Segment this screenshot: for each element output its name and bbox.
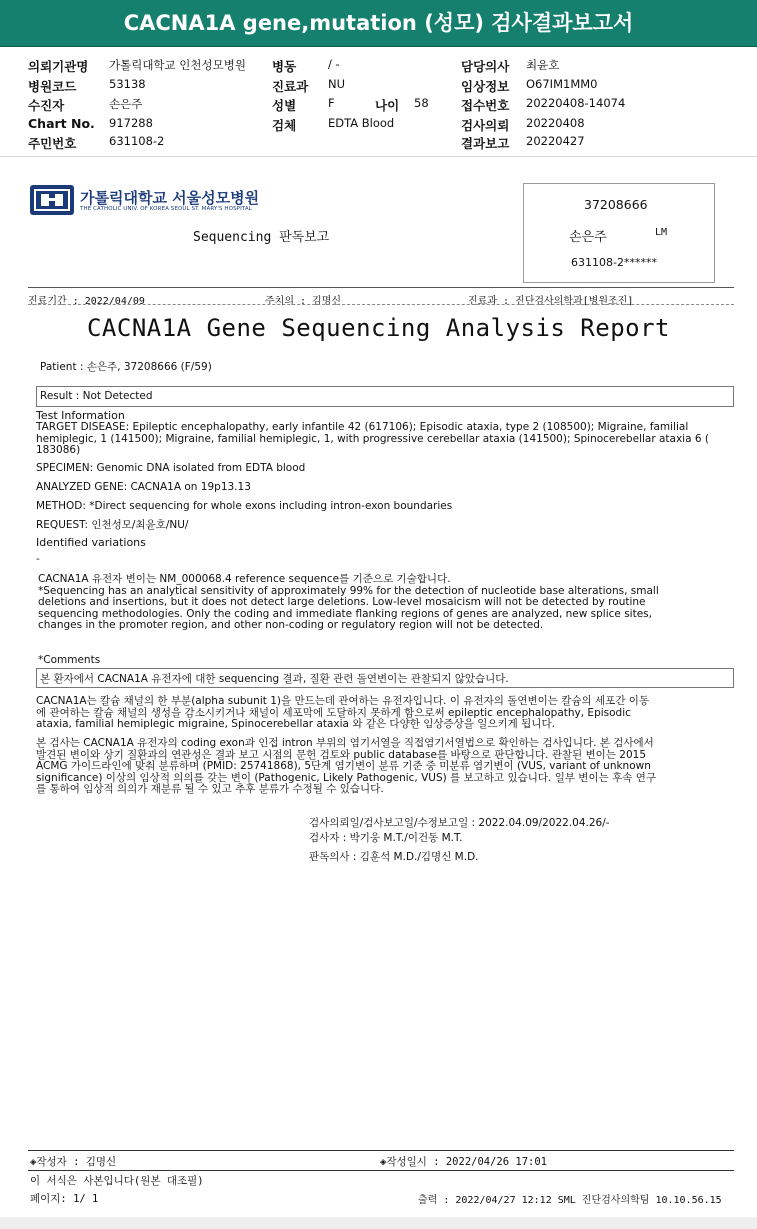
method-info: METHOD: *Direct sequencing for whole exons including intron-exon boundaries xyxy=(36,500,453,512)
report-title: CACNA1A gene,mutation (성모) 검사결과보고서 xyxy=(123,11,634,35)
comments-heading: *Comments xyxy=(38,654,101,666)
doctor-label: 담당의사 xyxy=(461,59,510,74)
footer-mid-rule xyxy=(28,1170,734,1171)
clinical-info-value: O67IM1MM0 xyxy=(526,77,598,91)
reviewer-names: 판독의사 : 김훈석 M.D./김명신 M.D. xyxy=(309,851,479,863)
copy-note: 이 서식은 사본입니다(원본 대조필) xyxy=(30,1175,204,1187)
ward-label: 병동 xyxy=(272,59,297,74)
comment-paragraph-1: CACNA1A는 칼슘 채널의 한 부분(alpha subunit 1)을 만드는데 관여하는 유전자입니다. 이 유전자의 돌연변이는 칼슘의 세포간 이동 에 관여하는 칼슘 채널의 생성을 감소시키거나 채널이 세포막에 도달하지 못하게 함으로써 epileptic encephalopathy, Episodic ataxia, familial hemiplegic migraine, Spinocerebellar ataxia 와 같은 다양한 임상증상을 일으키게 됩니다. xyxy=(36,695,650,730)
request-info: REQUEST: 인천성모/최윤호/NU/ xyxy=(36,519,189,531)
department-value: NU xyxy=(328,77,346,91)
id-box-resident-no: 631108-2****** xyxy=(571,256,657,269)
result-box xyxy=(36,386,734,407)
specimen-label: 검체 xyxy=(272,118,297,133)
tester-names: 검사자 : 박기웅 M.T./이건동 M.T. xyxy=(309,832,463,844)
hospital-logo-icon xyxy=(30,185,74,215)
footer-band xyxy=(0,1217,757,1229)
hospital-code-value: 53138 xyxy=(109,77,146,91)
age-label: 나이 xyxy=(375,98,400,113)
receipt-no-label: 접수번호 xyxy=(461,98,510,113)
comment-box xyxy=(36,668,734,688)
meta-bottom-rule xyxy=(28,304,734,305)
footer-top-rule xyxy=(28,1150,734,1151)
specimen-value: EDTA Blood xyxy=(328,116,395,130)
ward-value: / - xyxy=(328,57,340,71)
hospital-code-label: 병원코드 xyxy=(28,79,77,94)
print-info: 출력 : 2022/04/27 12:12 SML 진단검사의학팀 10.10.56.15 xyxy=(418,1195,722,1206)
header-divider xyxy=(0,156,757,157)
target-disease: TARGET DISEASE: Epileptic encephalopathy, early infantile 42 (617106); Episodic ataxia, type 2 (108500); Migraine, familial hemiplegic, 1 (141500); Migraine, familial hemiplegic, 1, with progressive cerebellar ataxia (141500); Spinocerebellar ataxia 6 ( 183086) xyxy=(36,421,709,456)
request-date-value: 20220408 xyxy=(526,116,585,130)
resident-no-value: 631108-2 xyxy=(109,134,165,148)
institution-label: 의뢰기관명 xyxy=(28,59,89,74)
report-date-label: 결과보고 xyxy=(461,136,510,151)
sex-label: 성별 xyxy=(272,98,297,113)
sequencing-note: CACNA1A 유전자 변이는 NM_000068.4 reference sequence를 기준으로 기술합니다. *Sequencing has an analytical sensitivity of approximately 99% for the detection of nucleotide base alterations, small deletions and insertions, but it does not detect large deletions. Low-level mosaicism will not be detected by routine sequencing methodologies. Only the coding and immediate flanking regions of genes are analyzed, new splice sites, changes in the promoter region, and other non-coding or regulatory region will not be detected. xyxy=(38,573,659,631)
identified-variations-value: - xyxy=(36,553,40,565)
report-date-value: 20220427 xyxy=(526,134,585,148)
attending-physician: 주치의 : 김명신 xyxy=(265,296,342,307)
chart-no-value: 917288 xyxy=(109,116,153,130)
request-date-label: 검사의뢰 xyxy=(461,118,510,133)
meta-top-rule xyxy=(28,287,734,288)
identified-variations-heading: Identified variations xyxy=(36,536,146,549)
hospital-name-english: THE CATHOLIC UNIV. OF KOREA SEOUL ST. MARY'S HOSPITAL xyxy=(80,206,252,212)
treatment-period: 진료기간 : 2022/04/09 xyxy=(28,296,145,307)
id-box-code: LM xyxy=(655,227,668,238)
report-type: Sequencing 판독보고 xyxy=(193,230,330,245)
resident-no-label: 주민번호 xyxy=(28,136,77,151)
department-label: 진료과 xyxy=(272,79,309,94)
chart-no-label: Chart No. xyxy=(28,116,95,131)
receipt-no-value: 20220408-14074 xyxy=(526,96,626,110)
id-box-name: 손은주 xyxy=(569,230,607,245)
sex-value: F xyxy=(328,96,335,110)
patient-name-value: 손은주 xyxy=(109,97,143,111)
doctor-value: 최윤호 xyxy=(526,58,560,72)
comment-summary: 본 환자에서 CACNA1A 유전자에 대한 sequencing 결과, 질환 관련 돌연변이는 관찰되지 않았습니다. xyxy=(40,673,509,685)
specimen-info: SPECIMEN: Genomic DNA isolated from EDTA blood xyxy=(36,462,306,474)
page-number: 페이지: 1/ 1 xyxy=(30,1193,99,1205)
author-line: ◈작성자 : 김명신 xyxy=(30,1156,117,1168)
id-box-number: 37208666 xyxy=(584,197,648,212)
clinical-info-label: 임상정보 xyxy=(461,79,510,94)
report-title-bar xyxy=(0,0,757,47)
result-text: Result : Not Detected xyxy=(40,390,153,402)
patient-line: Patient : 손은주, 37208666 (F/59) xyxy=(40,361,212,373)
test-info-heading: Test Information xyxy=(36,409,125,422)
treatment-department: 진료과 : 진단검사의학과[병원조진] xyxy=(468,296,634,307)
test-dates: 검사의뢰일/검사보고일/수정보고일 : 2022.04.09/2022.04.26/- xyxy=(309,817,610,829)
institution-value: 가톨릭대학교 인천성모병원 xyxy=(109,58,246,72)
analysis-report-title: CACNA1A Gene Sequencing Analysis Report xyxy=(86,314,671,342)
age-value: 58 xyxy=(414,96,429,110)
comment-paragraph-2: 본 검사는 CACNA1A 유전자의 coding exon과 인접 intron 부위의 염기서열을 직접염기서열법으로 확인하는 검사입니다. 본 검사에서 발견된 변이와 상기 질환과의 연관성은 결과 보고 시점의 문헌 검토와 public database를 바탕으로 판단합니다. 관찰된 변이는 2015 ACMG 가이드라인에 맞춰 분류하며 (PMID: 25741868), 5단계 염기변이 분류 기준 중 미분류 염기변이 (VUS, variant of unknown significance) 이상의 임상적 의의를 갖는 변이 (Pathogenic, Likely Pathogenic, VUS) 를 보고하고 있습니다. 일부 변이는 후속 연구 를 통하여 임상적 의의가 재분류 될 수 있고 추후 분류가 수정될 수 있습니다. xyxy=(36,737,656,795)
patient-name-label: 수진자 xyxy=(28,98,65,113)
hospital-name: 가톨릭대학교 서울성모병원 xyxy=(80,189,260,207)
analyzed-gene: ANALYZED GENE: CACNA1A on 19p13.13 xyxy=(36,481,251,493)
written-datetime: ◈작성일시 : 2022/04/26 17:01 xyxy=(380,1156,548,1168)
patient-id-box xyxy=(523,183,715,283)
